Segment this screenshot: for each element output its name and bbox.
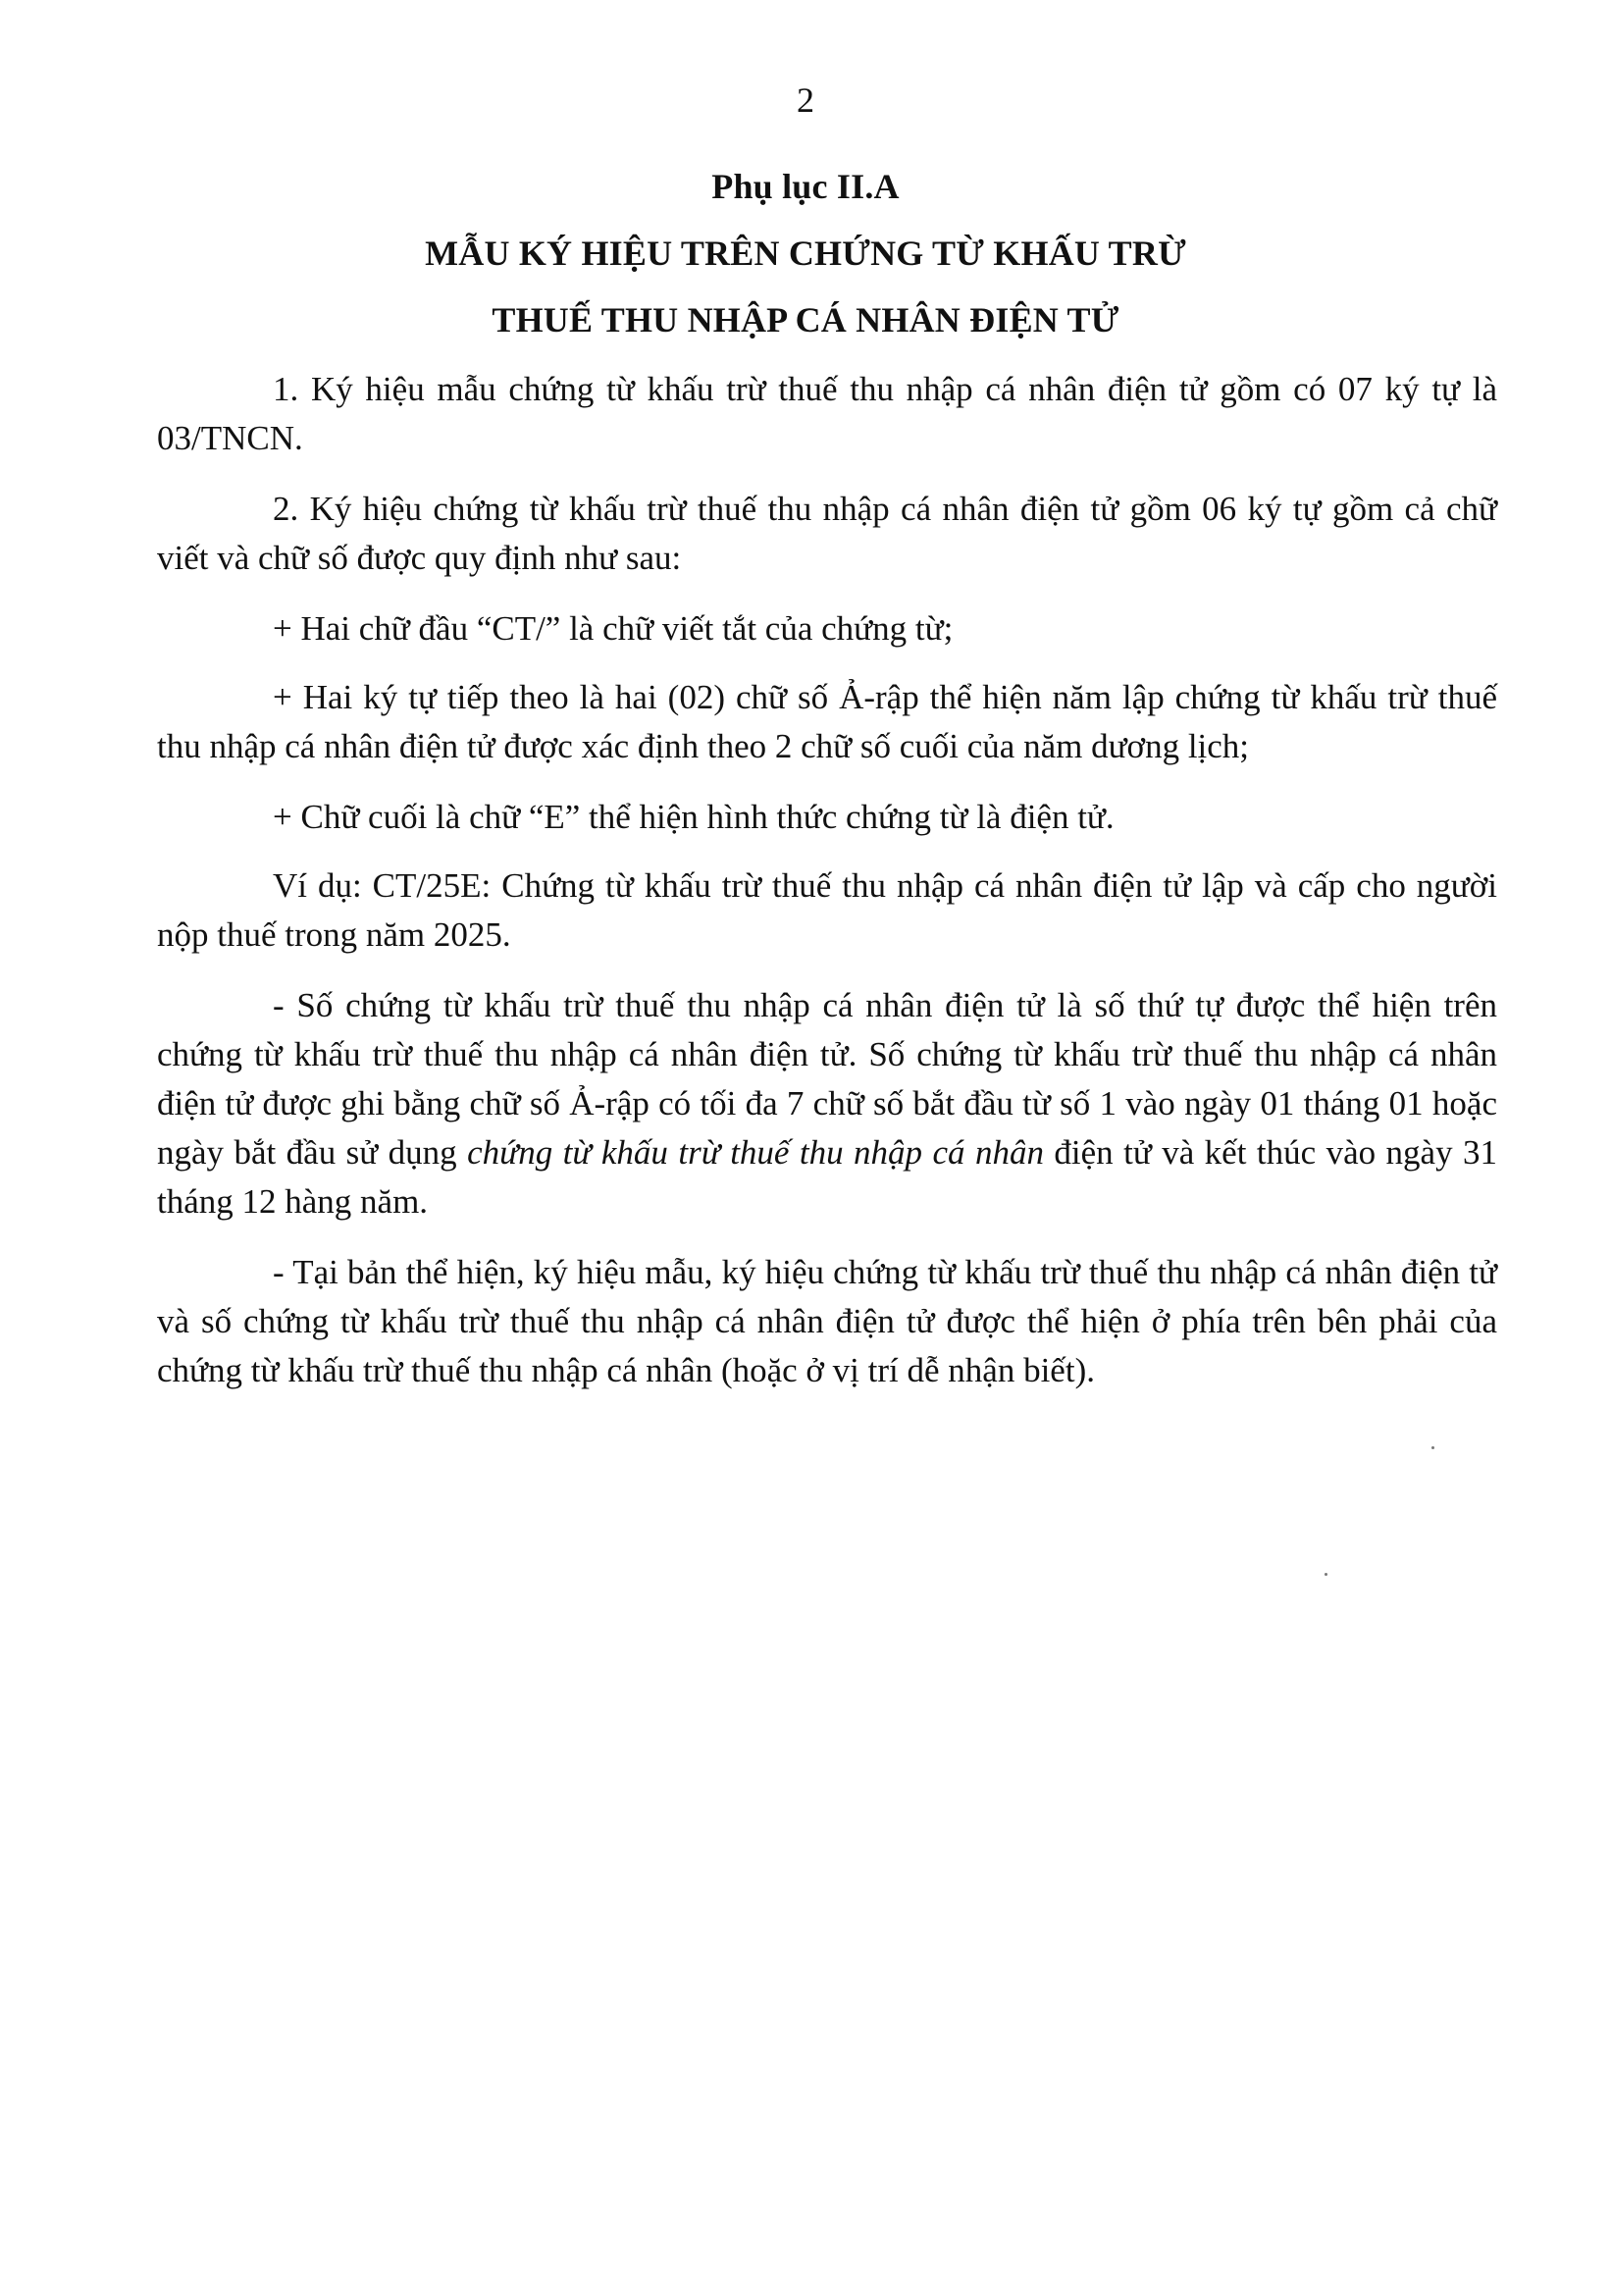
paragraph-example: Ví dụ: CT/25E: Chứng từ khấu trừ thuế thu nhập cá nhân điện tử lập và cấp cho người nộp thuế trong năm 2025.: [157, 866, 1497, 954]
paragraph-first-two-chars: + Hai chữ đầu “CT/” là chữ viết tắt của chứng từ;: [273, 609, 954, 648]
page-number: 2: [797, 80, 814, 120]
paragraph-next-two-chars: + Hai ký tự tiếp theo là hai (02) chữ số Ả-rập thể hiện năm lập chứng từ khấu trừ thuế thu nhập cá nhân điện tử được xác định theo 2 chữ số cuối của năm dương lịch;: [157, 678, 1497, 765]
paragraph-document-symbol: 2. Ký hiệu chứng từ khấu trừ thuế thu nhập cá nhân điện tử gồm 06 ký tự gồm cả chữ viết và chữ số được quy định như sau:: [157, 490, 1497, 577]
paragraph-last-char: + Chữ cuối là chữ “E” thể hiện hình thức chứng từ là điện tử.: [273, 798, 1115, 836]
document-body: [157, 365, 1497, 1417]
paragraph-document-number: [157, 981, 1497, 1226]
paragraph-document-number-italic: chứng từ khấu trừ thuế thu nhập cá nhân: [467, 1133, 1044, 1172]
document-title-line-1: MẪU KÝ HIỆU TRÊN CHỨNG TỪ KHẤU TRỪ: [425, 234, 1186, 273]
paragraph-document-number-end: điện tử và kết thúc vào ngày 31 tháng 12 hàng năm.: [157, 1133, 1497, 1221]
scan-speck: [1431, 1446, 1434, 1449]
document-title-line-2: THUẾ THU NHẬP CÁ NHÂN ĐIỆN TỬ: [492, 300, 1119, 339]
paragraph-form-symbol: 1. Ký hiệu mẫu chứng từ khấu trừ thuế thu nhập cá nhân điện tử gồm có 07 ký tự là 03/TNCN.: [157, 370, 1497, 457]
scan-speck: [1325, 1573, 1327, 1576]
paragraph-display-position: - Tại bản thể hiện, ký hiệu mẫu, ký hiệu chứng từ khấu trừ thuế thu nhập cá nhân điện tử và số chứng từ khấu trừ thuế thu nhập cá nhân điện tử được thể hiện ở phía trên bên phải của chứng từ khấu trừ thuế thu nhập cá nhân (hoặc ở vị trí dễ nhận biết).: [157, 1253, 1497, 1389]
paragraph-document-number-start: - Số chứng từ khấu trừ thuế thu nhập cá nhân điện tử là số thứ tự được thể hiện trên chứng từ khấu trừ thuế thu nhập cá nhân điện tử. Số chứng từ khấu trừ thuế thu nhập cá nhân điện tử được ghi bằng chữ số Ả-rập có tối đa 7 chữ số bắt đầu từ số 1 vào ngày 01 tháng 01 hoặc ngày bắt đầu sử dụng: [157, 986, 1497, 1172]
appendix-label: Phụ lục II.A: [711, 167, 900, 206]
